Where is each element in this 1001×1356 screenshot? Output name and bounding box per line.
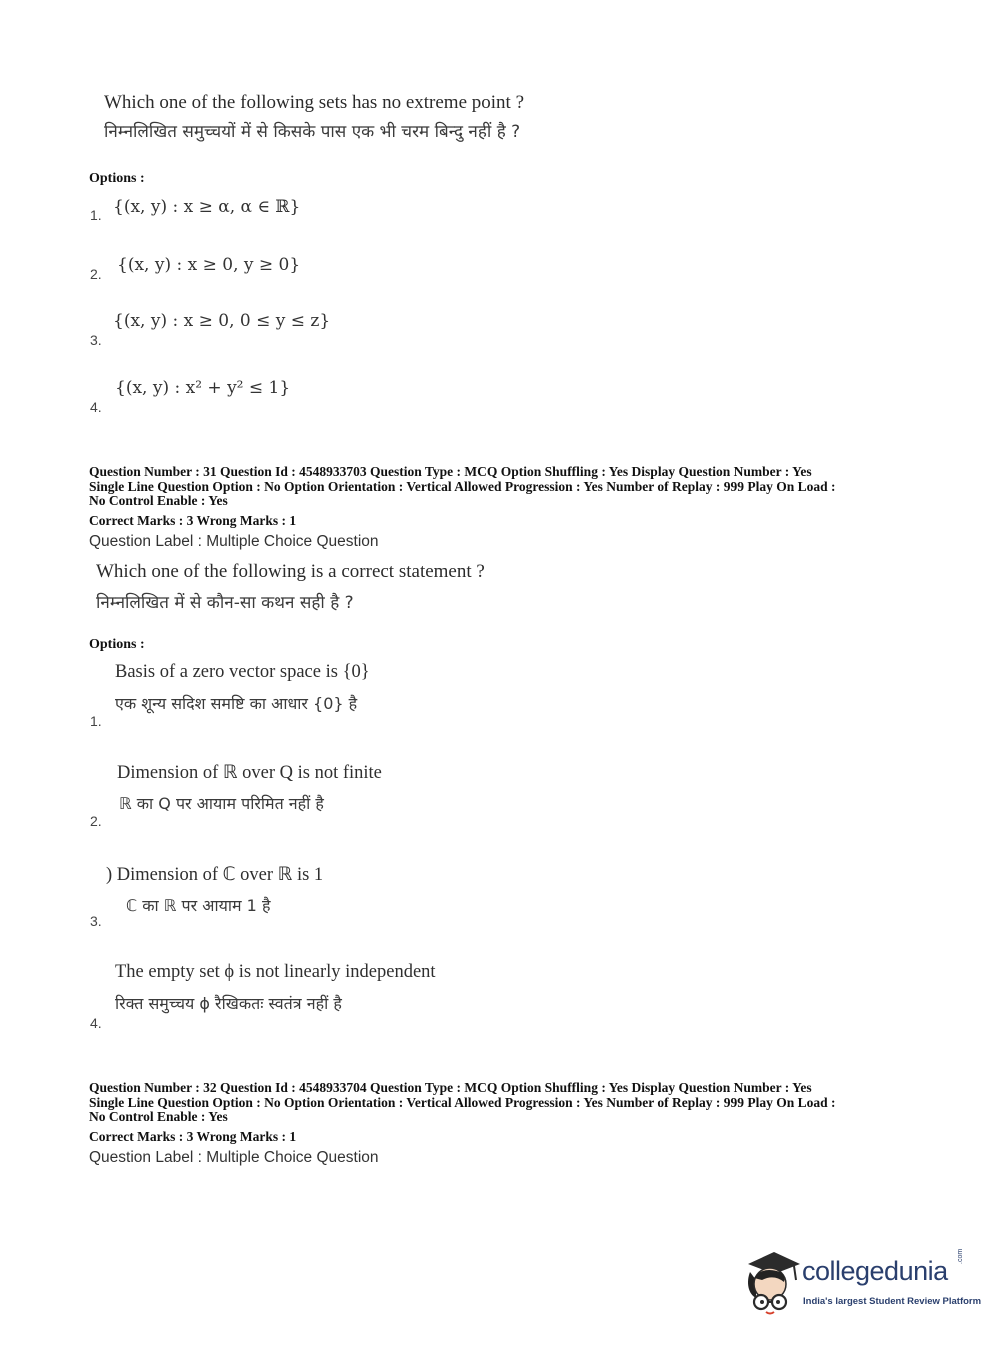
q31-option-4-en: The empty set ϕ is not linearly independent <box>115 962 436 982</box>
q30-option-1-text[interactable]: {(x, y) : x ≥ α, α ∈ ℝ} <box>113 197 301 217</box>
q30-option-2-text[interactable]: {(x, y) : x ≥ 0, y ≥ 0} <box>117 255 301 275</box>
q30-option-4-text[interactable]: {(x, y) : x² + y² ≤ 1} <box>115 378 291 398</box>
q30-option-3-number: 3. <box>90 332 102 348</box>
q31-option-1[interactable] <box>88 660 588 732</box>
q31-option-1-number: 1. <box>90 713 102 729</box>
q31-meta-block <box>89 465 919 509</box>
q30-option-4-number: 4. <box>90 399 102 415</box>
q31-option-3-number: 3. <box>90 913 102 929</box>
q31-options-label: Options : <box>89 637 145 652</box>
q30-options-label: Options : <box>89 171 145 186</box>
q31-option-4-hi: रिक्त समुच्चय ϕ रैखिकतः स्वतंत्र नहीं है <box>115 994 342 1013</box>
q30-question-hi: निम्नलिखित समुच्चयों में से किसके पास एक भी चरम बिन्दु नहीं है ? <box>104 122 521 142</box>
mascot-icon <box>740 1250 802 1320</box>
q31-option-2-number: 2. <box>90 813 102 829</box>
q31-option-4-number: 4. <box>90 1015 102 1031</box>
q30-option-3-text[interactable]: {(x, y) : x ≥ 0, 0 ≤ y ≤ z} <box>113 311 331 331</box>
q31-option-1-en: Basis of a zero vector space is {0} <box>115 662 370 682</box>
q32-meta-line-2: Single Line Question Option : No Option Orientation : Vertical Allowed Progression : Yes Number of Replay : 999 Play On Load : <box>89 1094 836 1110</box>
q31-option-2[interactable] <box>88 760 588 832</box>
q31-meta-line-1: Question Number : 31 Question Id : 4548933703 Question Type : MCQ Option Shuffling : Yes Display Question Number : Yes <box>89 464 812 479</box>
q30-option-1-number: 1. <box>90 207 102 223</box>
collegedunia-logo[interactable] <box>740 1248 982 1320</box>
q31-option-2-hi: ℝ का Q पर आयाम परिमित नहीं है <box>119 794 324 813</box>
logo-wordmark: collegedunia <box>802 1256 948 1286</box>
logo-suffix: .com <box>957 1248 964 1264</box>
q30-question-en: Which one of the following sets has no extreme point ? <box>104 92 525 113</box>
q31-option-4[interactable] <box>88 960 608 1032</box>
q31-marks: Correct Marks : 3 Wrong Marks : 1 <box>89 513 297 528</box>
q32-marks: Correct Marks : 3 Wrong Marks : 1 <box>89 1129 297 1144</box>
q31-question-hi: निम्नलिखित में से कौन-सा कथन सही है ? <box>96 593 354 613</box>
q32-question-label: Question Label : Multiple Choice Question <box>89 1149 379 1166</box>
q32-meta-line-3: No Control Enable : Yes <box>89 1109 228 1124</box>
q31-meta-line-2: Single Line Question Option : No Option Orientation : Vertical Allowed Progression : Yes Number of Replay : 999 Play On Load : <box>89 478 836 494</box>
q31-option-3[interactable] <box>88 862 588 934</box>
q31-question-label: Question Label : Multiple Choice Question <box>89 533 379 550</box>
q31-option-1-hi: एक शून्य सदिश समष्टि का आधार {0} है <box>115 694 358 713</box>
q32-meta-line-1: Question Number : 32 Question Id : 4548933704 Question Type : MCQ Option Shuffling : Yes Display Question Number : Yes <box>89 1080 812 1095</box>
logo-tagline: India's largest Student Review Platform <box>803 1296 982 1307</box>
q31-question-en: Which one of the following is a correct statement ? <box>96 561 485 582</box>
q31-meta-line-3: No Control Enable : Yes <box>89 493 228 508</box>
q31-option-3-hi: ℂ का ℝ पर आयाम 1 है <box>126 896 271 915</box>
q31-option-3-en: ) Dimension of ℂ over ℝ is 1 <box>106 865 324 885</box>
q32-meta-block <box>89 1081 919 1125</box>
q30-option-2-number: 2. <box>90 266 102 282</box>
q31-option-2-en: Dimension of ℝ over Q is not finite <box>117 763 382 783</box>
